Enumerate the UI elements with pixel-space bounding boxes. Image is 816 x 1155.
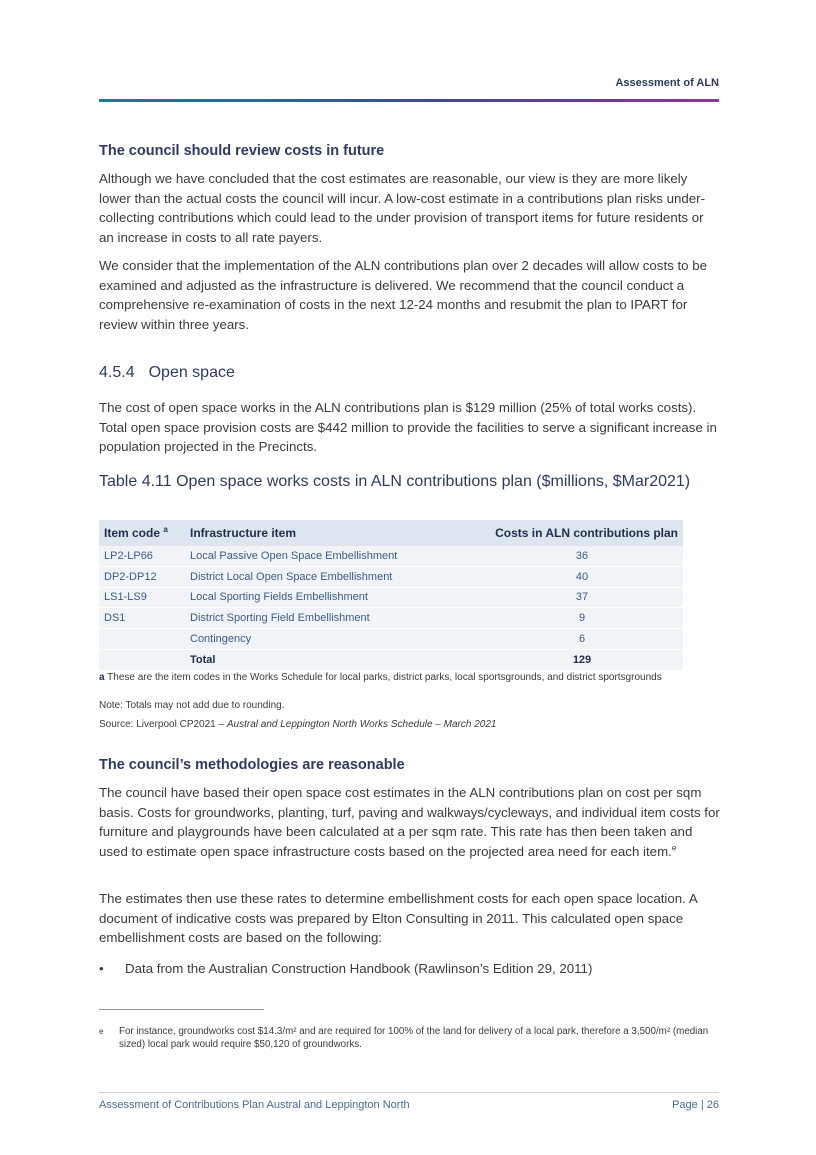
- methodologies-heading: The council’s methodologies are reasonable: [99, 757, 405, 773]
- cell-infrastructure-item: District Local Open Space Embellishment: [185, 567, 481, 588]
- cell-cost: 37: [481, 588, 683, 609]
- header-gradient-rule: [99, 99, 719, 102]
- section-title: Open space: [148, 364, 235, 381]
- cell-infrastructure-item: Local Sporting Fields Embellishment: [185, 588, 481, 609]
- header-infrastructure-item: Infrastructure item: [185, 520, 481, 546]
- footer-page-number: Page | 26: [672, 1099, 719, 1111]
- open-space-costs-table: [99, 520, 683, 671]
- list-item: [99, 961, 592, 976]
- table-note-a: a These are the item codes in the Works Schedule for local parks, district parks, local sportsgrounds, and district sportsgrounds: [99, 672, 662, 683]
- table-row: [99, 608, 683, 629]
- table-caption: Table 4.11 Open space works costs in ALN contributions plan ($millions, $Mar2021): [99, 473, 691, 490]
- bullet-icon: •: [99, 961, 104, 976]
- cell-cost: 40: [481, 567, 683, 588]
- review-paragraph-1: Although we have concluded that the cost estimates are reasonable, our view is they are more likely lower than the actual costs the council will incur. A low-cost estimate in a contributions plan risks under-collecting contributions which could lead to the under provision of transport items for future residents or an increase in costs to all rate payers.: [99, 171, 706, 245]
- methodologies-paragraph-1: The council have based their open space cost estimates in the ALN contributions plan on cost per sqm basis. Costs for groundworks, planting, turf, paving and walkways/cycleways, and individual item costs for furniture and playgrounds have been calculated at a per sqm rate. This rate has then been taken and used to estimate open space infrastructure costs based on the projected area need for each item.$^e$: [99, 785, 720, 859]
- cell-total-cost: 129: [481, 650, 683, 671]
- section-number: 4.5.4: [99, 364, 135, 381]
- table-note-totals: Note: Totals may not add due to rounding.: [99, 700, 285, 711]
- table-total-row: [99, 650, 683, 671]
- table-row: [99, 546, 683, 567]
- source-title: Austral and Leppington North Works Schedule – March 2021: [226, 719, 497, 730]
- footnote-mark: e: [99, 1027, 104, 1036]
- cell-item-code: LP2-LP66: [99, 546, 185, 567]
- header-item-code: Item code $^a$: [99, 520, 185, 546]
- running-header: Assessment of ALN: [615, 77, 719, 89]
- footer-rule: [99, 1092, 719, 1093]
- cell-infrastructure-item: Contingency: [185, 629, 481, 650]
- cell-infrastructure-item: Local Passive Open Space Embellishment: [185, 546, 481, 567]
- methodologies-paragraph-2: The estimates then use these rates to determine embellishment costs for each open space location. A document of indicative costs was prepared by Elton Consulting in 2011. This calculated open space embellishment costs are based on the following:: [99, 891, 697, 945]
- cell-total-blank: [99, 650, 185, 671]
- bullet-text: Data from the Australian Construction Handbook (Rawlinson’s Edition 29, 2011): [125, 961, 593, 976]
- table-row: [99, 629, 683, 650]
- table-header-row: [99, 520, 683, 546]
- footnote: [99, 1026, 721, 1051]
- cell-item-code: LS1-LS9: [99, 588, 185, 609]
- header-costs: Costs in ALN contributions plan: [481, 520, 683, 546]
- table-row: [99, 588, 683, 609]
- cell-item-code: DP2-DP12: [99, 567, 185, 588]
- header-note-mark: a: [163, 525, 168, 534]
- table-row: [99, 567, 683, 588]
- cell-total-label: Total: [185, 650, 481, 671]
- footnote-text: For instance, groundworks cost $14.3/m² and are required for 100% of the land for delivery of a local park, therefore a 3,500/m² (median sized) local park would require $50,120 of groundworks.: [119, 1026, 709, 1050]
- footnote-separator: [99, 1009, 264, 1010]
- note-a-mark: a: [99, 672, 105, 683]
- cell-cost: 9: [481, 608, 683, 629]
- review-paragraph-2: We consider that the implementation of the ALN contributions plan over 2 decades will allow costs to be examined and adjusted as the infrastructure is delivered. We recommend that the council conduct a comprehensive re-examination of costs in the next 12-24 months and resubmit the plan to IPART for review within three years.: [99, 258, 708, 332]
- cell-cost: 36: [481, 546, 683, 567]
- footer-document-title: Assessment of Contributions Plan Austral and Leppington North: [99, 1099, 410, 1111]
- footnote-ref[interactable]: e: [671, 843, 677, 853]
- cell-infrastructure-item: District Sporting Field Embellishment: [185, 608, 481, 629]
- cell-item-code: DS1: [99, 608, 185, 629]
- open-space-section-heading: [99, 364, 235, 382]
- review-costs-heading: The council should review costs in future: [99, 143, 385, 159]
- open-space-paragraph: The cost of open space works in the ALN contributions plan is $129 million (25% of total works costs). Total open space provision costs are $442 million to provide the facilities to serve a significant increase in population projected in the Precincts.: [99, 400, 717, 454]
- cell-item-code: [99, 629, 185, 650]
- table-source: Source: Liverpool CP2021 – Austral and Leppington North Works Schedule – March 2021: [99, 719, 497, 730]
- cell-cost: 6: [481, 629, 683, 650]
